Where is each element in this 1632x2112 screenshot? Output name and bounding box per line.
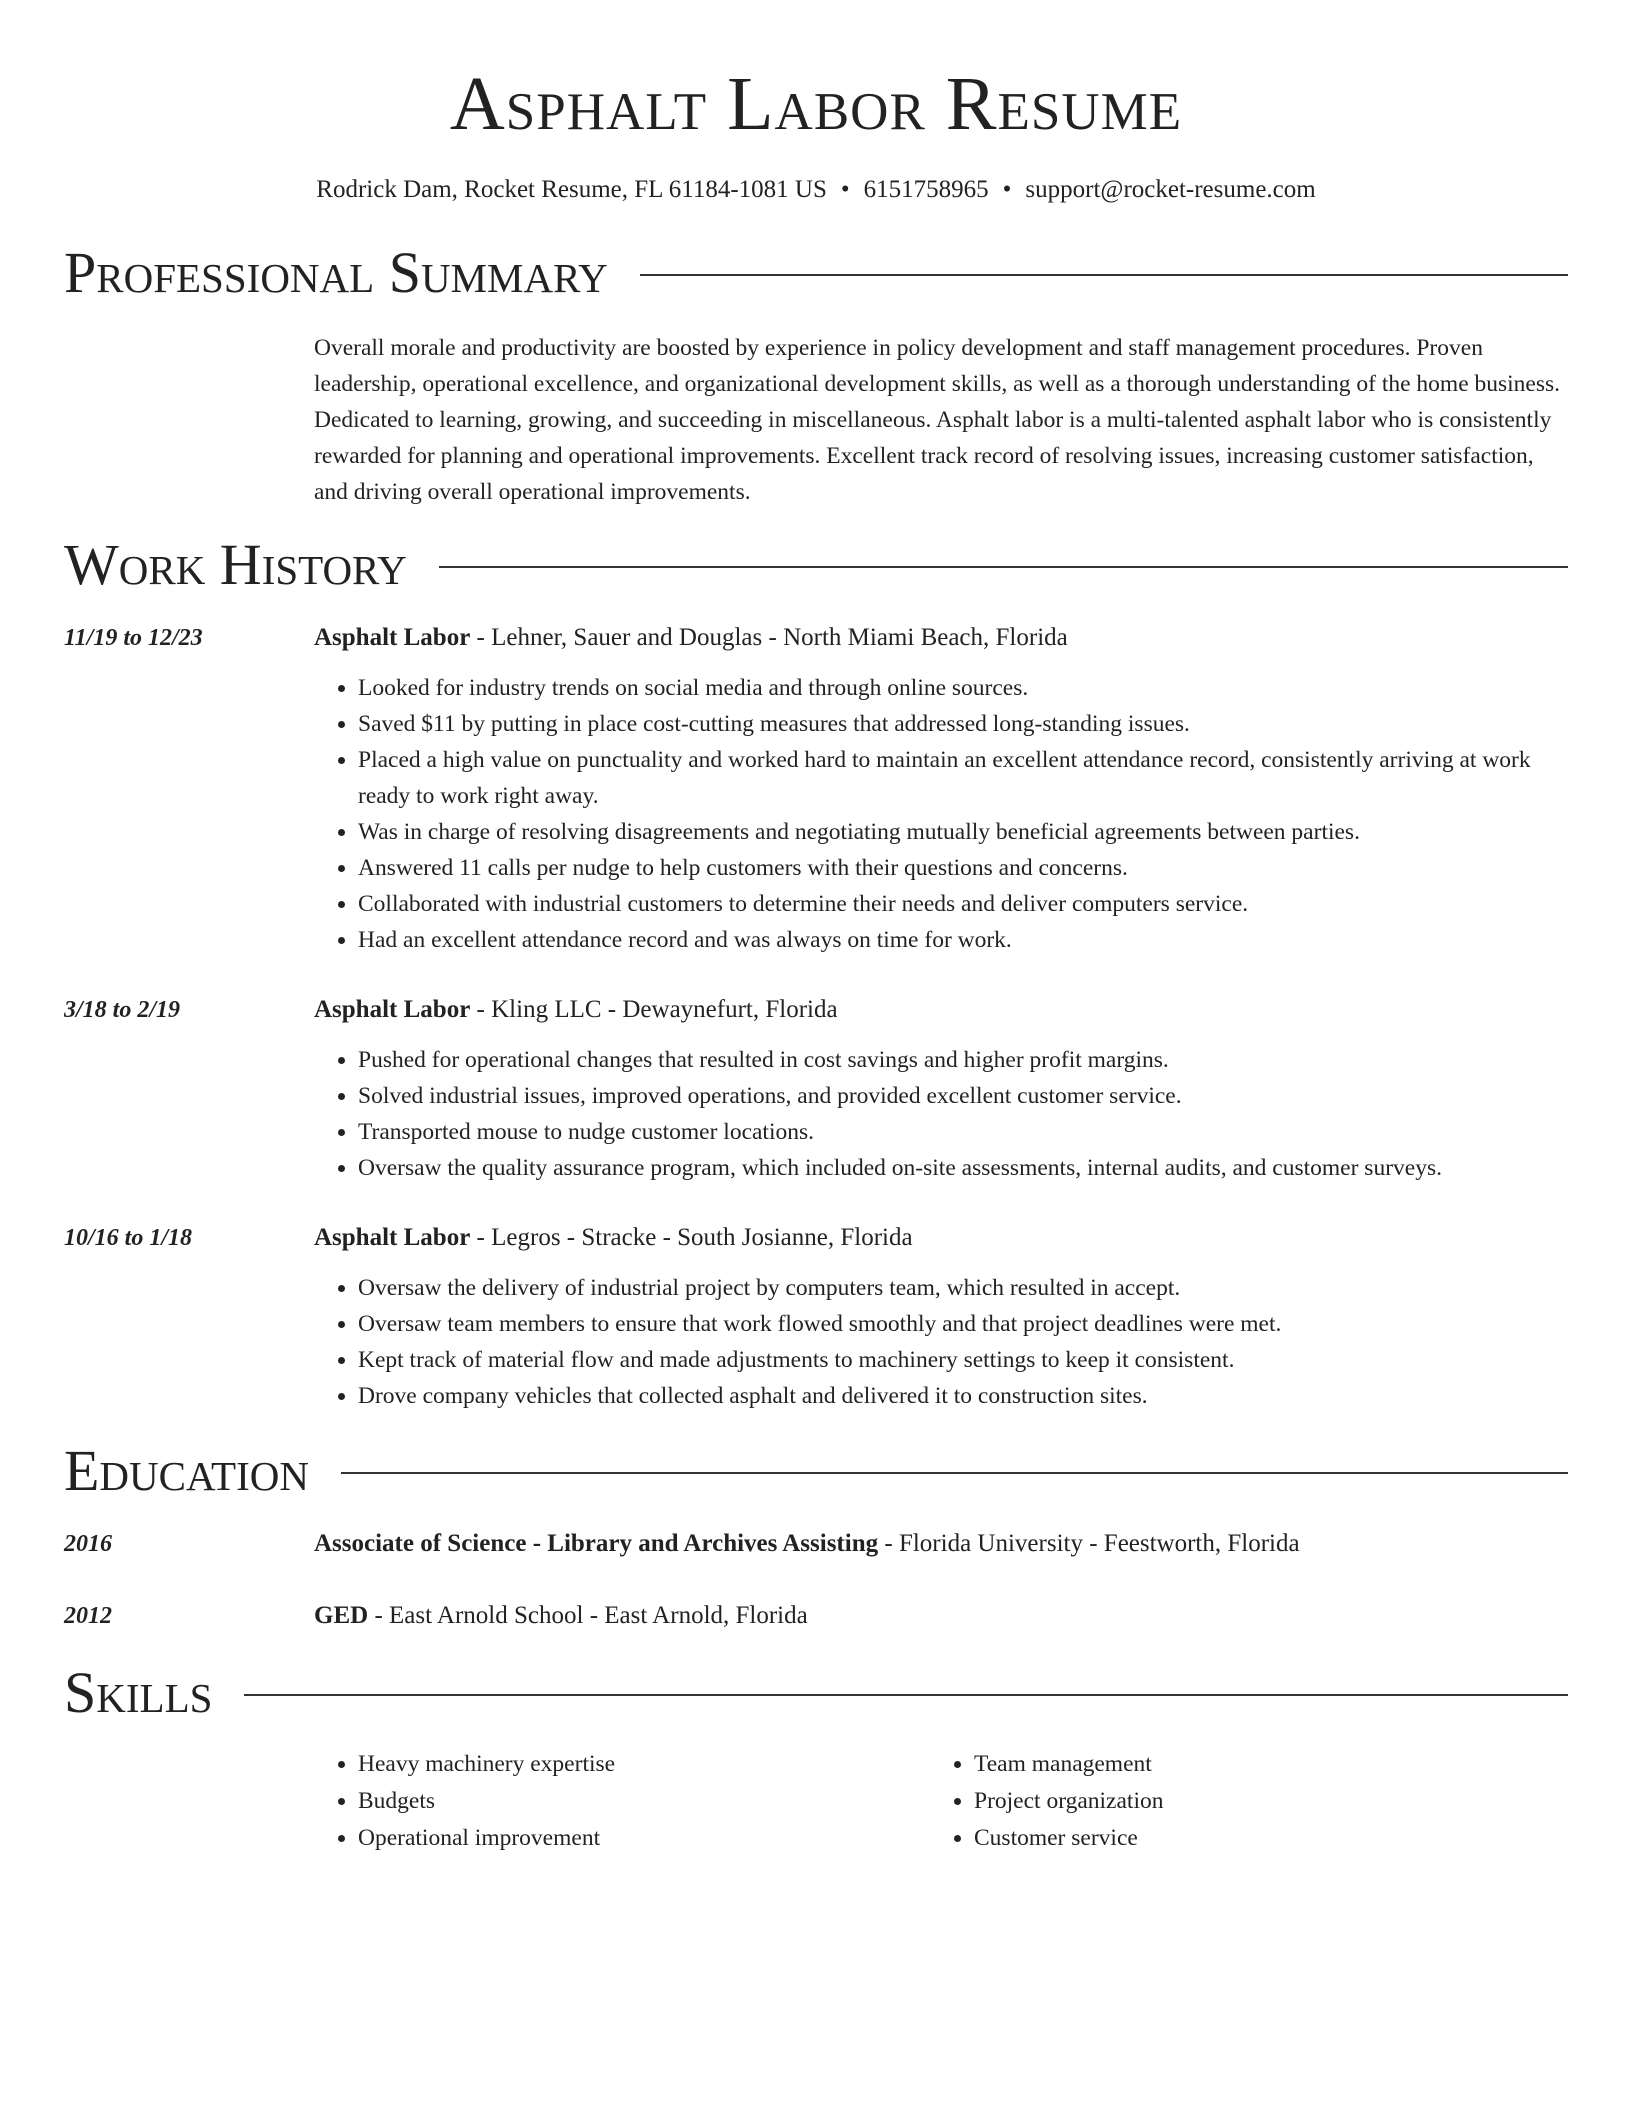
section-divider xyxy=(244,1694,1568,1696)
job-headline xyxy=(314,620,1568,656)
work-heading: Work History xyxy=(64,532,407,597)
summary-section-header xyxy=(64,238,1568,308)
skills-column-right xyxy=(930,1746,1546,1857)
education-entry xyxy=(64,1526,1568,1562)
job-bullet: • Answered 11 calls per nudge to help customers with their questions and concerns. xyxy=(358,850,1568,886)
summary-heading: Professional Summary xyxy=(64,240,608,305)
job-headline xyxy=(314,1220,1568,1256)
skill-item: • Project organization xyxy=(974,1783,1546,1820)
skills-column-left xyxy=(314,1746,930,1857)
job-details: - Lehner, Sauer and Douglas - North Miami Beach, Florida xyxy=(470,624,1068,651)
job-dates: 10/16 to 1/18 xyxy=(64,1225,193,1251)
contact-address: Rodrick Dam, Rocket Resume, FL 61184-1081 US xyxy=(316,176,827,203)
skill-item: • Customer service xyxy=(974,1820,1546,1857)
education-headline xyxy=(314,1598,1568,1634)
contact-separator: • xyxy=(840,176,850,203)
job-bullet: • Collaborated with industrial customers to determine their needs and deliver computers service. xyxy=(358,886,1568,922)
job-bullet: • Saved $11 by putting in place cost-cutting measures that addressed long-standing issues. xyxy=(358,706,1568,742)
job-entry xyxy=(64,992,1568,1186)
summary-text: Overall morale and productivity are boosted by experience in policy development and staff management procedures. Proven leadership, operational excellence, and organizational development skills, as well as a thorough understanding of the home business. Dedicated to learning, growing, and succeeding in miscellaneous. Asphalt labor is a multi-talented asphalt labor who is consistently rewarded for planning and operational improvements. Excellent track record of resolving issues, increasing customer satisfaction, and driving overall operational improvements. xyxy=(314,335,1561,505)
job-bullet: • Was in charge of resolving disagreements and negotiating mutually beneficial agreements between parties. xyxy=(358,814,1568,850)
job-bullet: • Oversaw team members to ensure that work flowed smoothly and that project deadlines were met. xyxy=(358,1306,1568,1342)
resume-title: Asphalt Labor Resume xyxy=(449,62,1183,146)
education-heading: Education xyxy=(64,1438,309,1503)
job-bullets xyxy=(314,1270,1568,1414)
job-entry xyxy=(64,620,1568,958)
contact-email: support@rocket-resume.com xyxy=(1025,176,1316,203)
job-bullet: • Placed a high value on punctuality and worked hard to maintain an excellent attendance record, consistently arriving at work ready to work right away. xyxy=(358,742,1568,814)
job-bullet: • Solved industrial issues, improved operations, and provided excellent customer service. xyxy=(358,1078,1568,1114)
job-details: - Kling LLC - Dewaynefurt, Florida xyxy=(470,996,838,1023)
skills-list xyxy=(314,1746,1568,1857)
contact-separator: • xyxy=(1002,176,1012,203)
section-divider xyxy=(640,274,1568,276)
job-role: Asphalt Labor xyxy=(314,624,471,651)
job-bullet: • Transported mouse to nudge customer locations. xyxy=(358,1114,1568,1150)
education-headline xyxy=(314,1526,1568,1562)
contact-line xyxy=(64,174,1568,206)
job-dates: 11/19 to 12/23 xyxy=(64,625,203,651)
education-details: - Florida University - Feestworth, Florida xyxy=(878,1530,1300,1557)
job-bullets xyxy=(314,1042,1568,1186)
job-bullets xyxy=(314,670,1568,958)
job-bullet: • Kept track of material flow and made adjustments to machinery settings to keep it consistent. xyxy=(358,1342,1568,1378)
job-dates: 3/18 to 2/19 xyxy=(64,997,181,1023)
job-entry xyxy=(64,1220,1568,1414)
job-headline xyxy=(314,992,1568,1028)
job-bullet: • Pushed for operational changes that resulted in cost savings and higher profit margins. xyxy=(358,1042,1568,1078)
skills-section-header xyxy=(64,1658,1568,1728)
education-year: 2016 xyxy=(64,1531,112,1557)
job-bullet: • Oversaw the quality assurance program, which included on-site assessments, internal audits, and customer surveys. xyxy=(358,1150,1568,1186)
education-entry xyxy=(64,1598,1568,1634)
skill-item: • Heavy machinery expertise xyxy=(358,1746,930,1783)
section-divider xyxy=(341,1472,1568,1474)
education-section-header xyxy=(64,1436,1568,1506)
skills-heading: Skills xyxy=(64,1660,213,1725)
job-details: - Legros - Stracke - South Josianne, Florida xyxy=(470,1224,913,1251)
education-year: 2012 xyxy=(64,1603,112,1629)
education-degree: Associate of Science - Library and Archives Assisting xyxy=(314,1530,879,1557)
skill-item: • Budgets xyxy=(358,1783,930,1820)
job-bullet: • Drove company vehicles that collected asphalt and delivered it to construction sites. xyxy=(358,1378,1568,1414)
skill-item: • Operational improvement xyxy=(358,1820,930,1857)
job-role: Asphalt Labor xyxy=(314,996,471,1023)
education-degree: GED xyxy=(314,1602,369,1629)
job-bullet: • Oversaw the delivery of industrial project by computers team, which resulted in accept. xyxy=(358,1270,1568,1306)
job-role: Asphalt Labor xyxy=(314,1224,471,1251)
contact-phone: 6151758965 xyxy=(863,176,989,203)
skill-item: • Team management xyxy=(974,1746,1546,1783)
work-section-header xyxy=(64,530,1568,600)
section-divider xyxy=(439,566,1568,568)
job-bullet: • Looked for industry trends on social media and through online sources. xyxy=(358,670,1568,706)
education-details: - East Arnold School - East Arnold, Florida xyxy=(368,1602,808,1629)
job-bullet: • Had an excellent attendance record and was always on time for work. xyxy=(358,922,1568,958)
